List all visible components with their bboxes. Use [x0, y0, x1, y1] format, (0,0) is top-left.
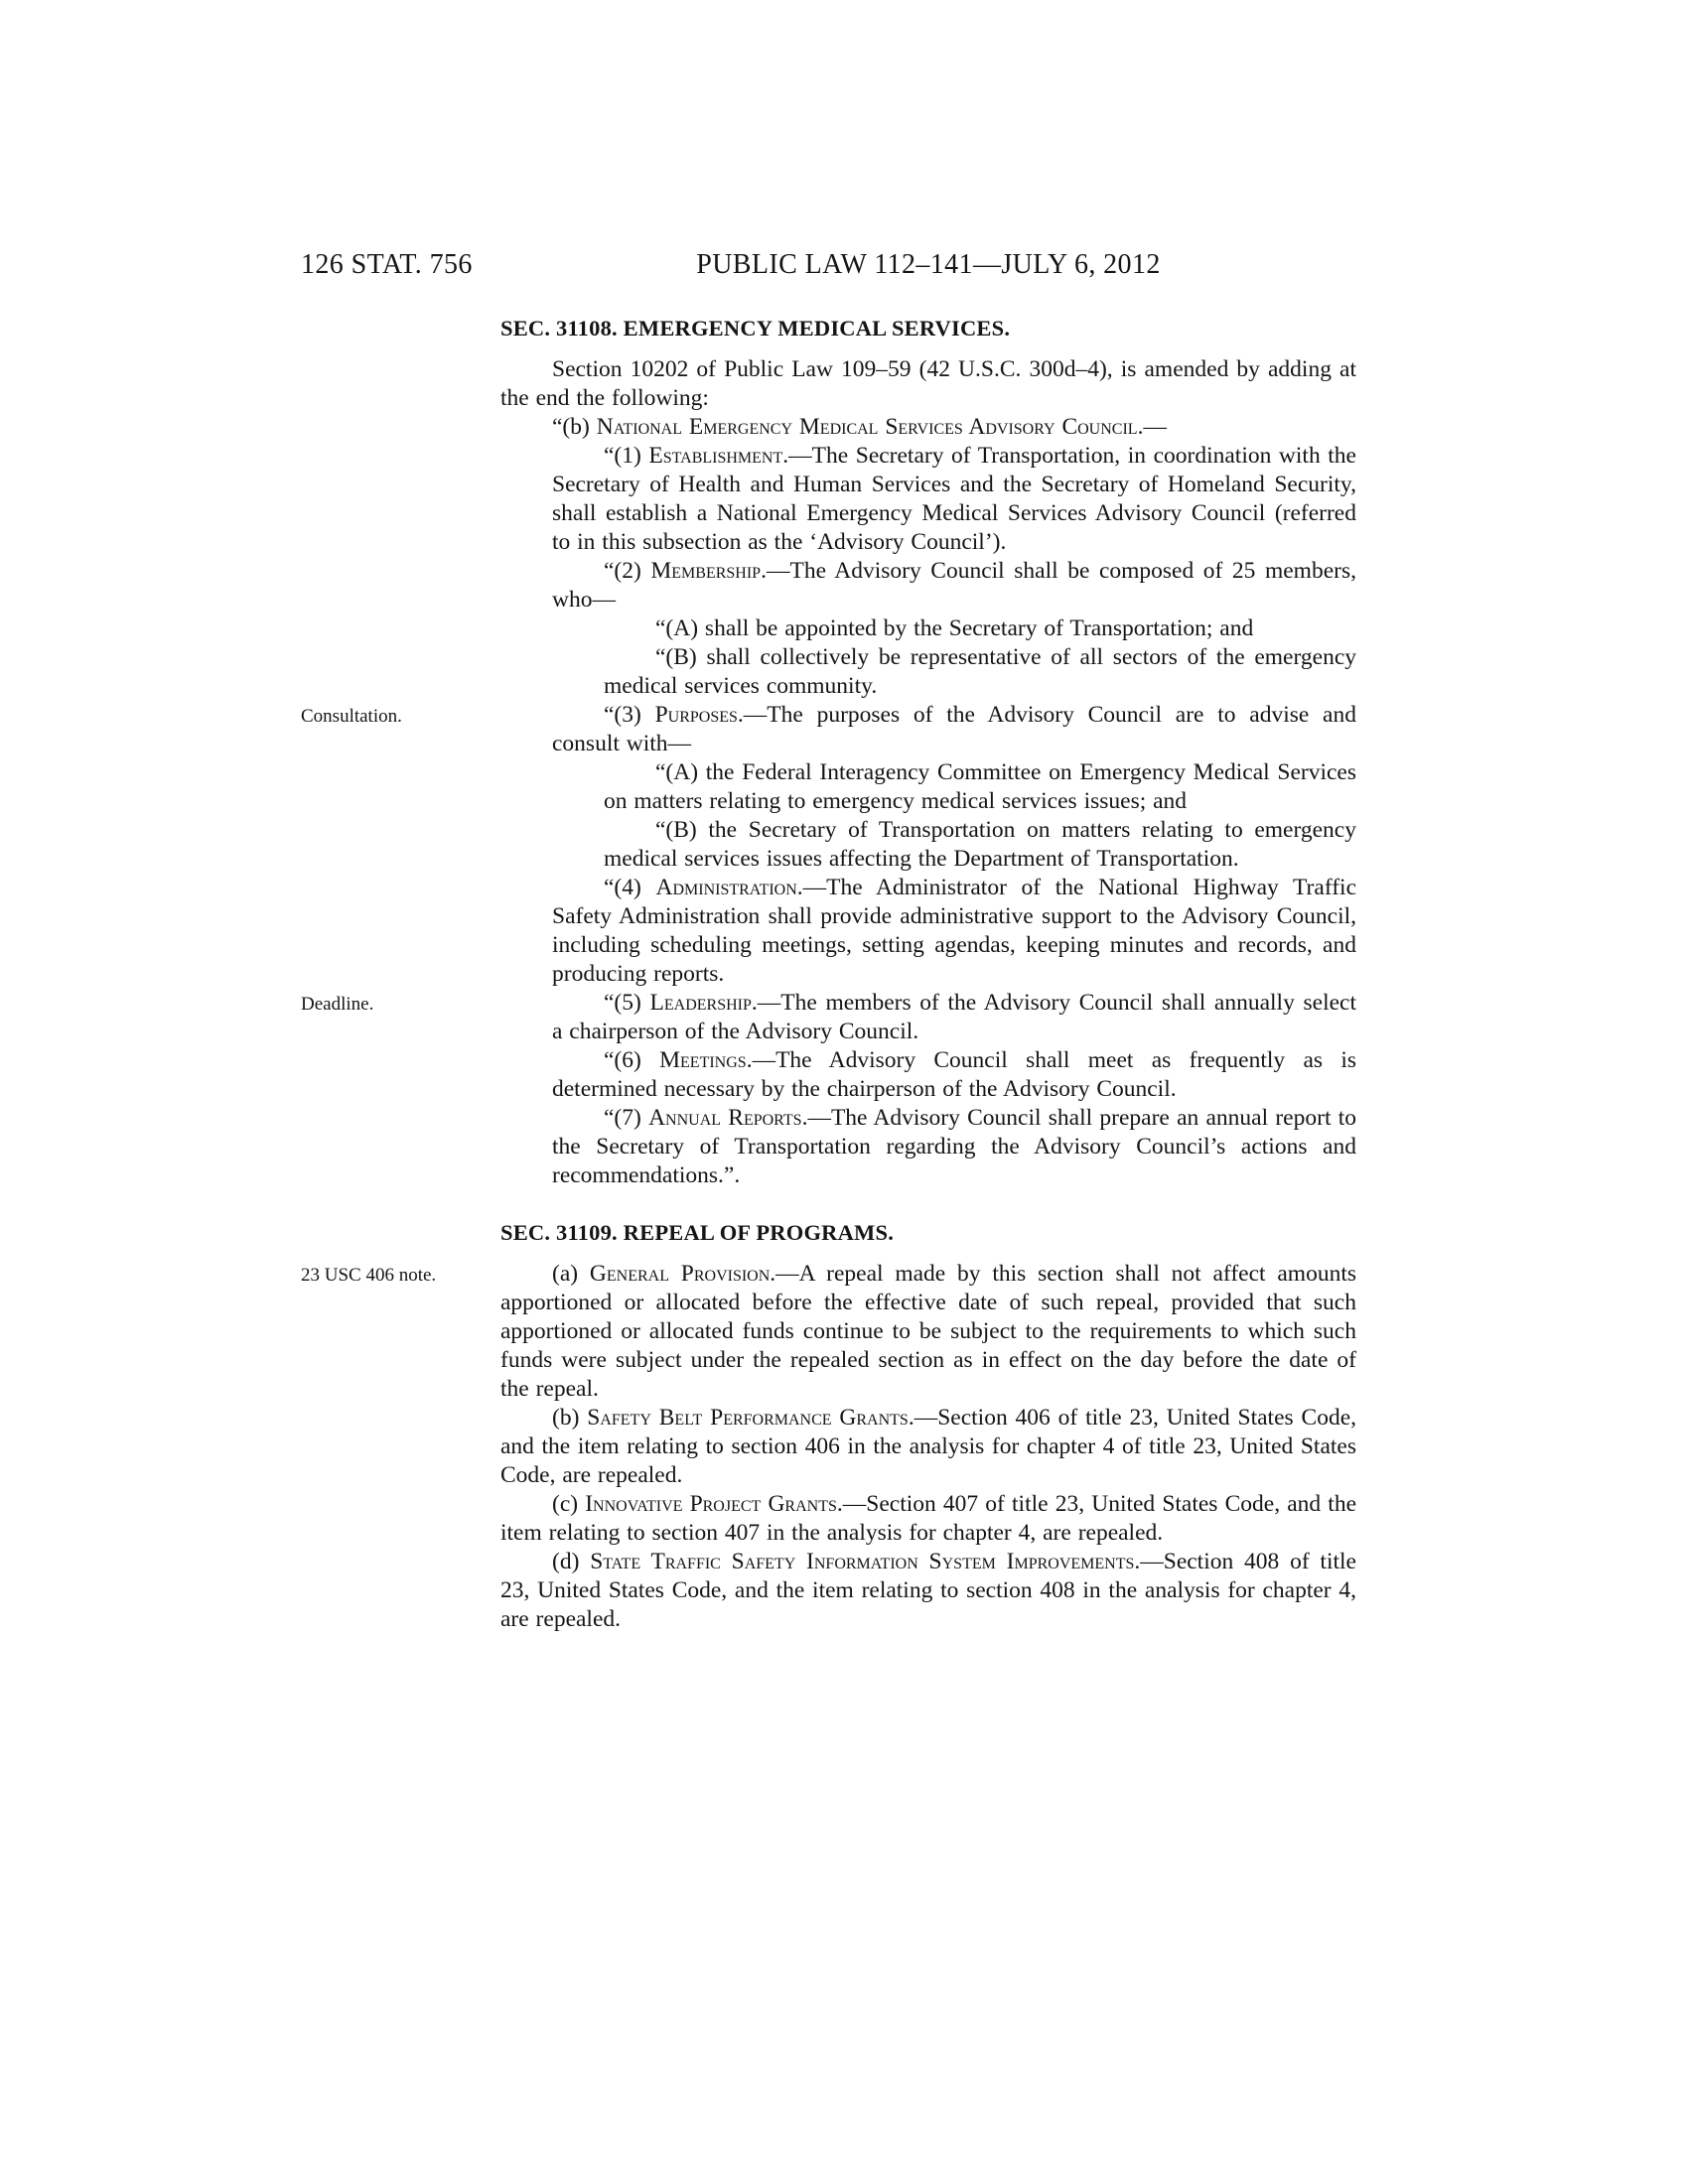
margin-note: Deadline.	[301, 994, 374, 1015]
text-segment: “(b)	[552, 414, 597, 440]
text-segment: (d)	[552, 1549, 591, 1574]
statute-paragraph	[500, 1490, 1356, 1548]
text-segment: “(3)	[604, 702, 655, 728]
text-segment: .—Section 408 of title 23, United States Code, and the item relating to section 408 in the analysis for chapter 4, are repealed.	[500, 1549, 1356, 1632]
section-body	[301, 355, 1356, 1190]
statute-paragraph	[301, 701, 1356, 758]
section-31109	[301, 1220, 1357, 1634]
text-segment: “(5)	[604, 990, 650, 1016]
law-title: PUBLIC LAW 112–141—JULY 6, 2012	[696, 249, 1161, 280]
stat-page-number: 126 STAT. 756	[301, 249, 473, 280]
text-segment: .—The members of the Advisory Council shall annually select a chairperson of the Advisory Council.	[552, 990, 1356, 1044]
text-segment: “(B) shall collectively be representative of all sectors of the emergency medical services community.	[604, 644, 1356, 699]
smallcaps-term: Membership	[650, 558, 762, 584]
text-segment: .—The Secretary of Transportation, in coordination with the Secretary of Health and Human Services and the Secretary of Homeland Security, shall establish a National Emergency Medical Services Advisory Council (referred to in this subsection as the ‘Advisory Council’).	[552, 443, 1356, 555]
text-segment: “(A) shall be appointed by the Secretary of Transportation; and	[655, 615, 1254, 641]
statute-paragraph	[500, 1104, 1356, 1190]
text-segment: (b)	[552, 1405, 588, 1431]
text-segment: (c)	[552, 1491, 586, 1517]
statute-paragraph	[500, 643, 1356, 701]
text-block	[301, 316, 1357, 1634]
statute-paragraph	[500, 614, 1356, 643]
statute-paragraph	[500, 355, 1356, 413]
text-segment: .—Section 407 of title 23, United States Code, and the item relating to section 407 in the analysis for chapter 4, are repealed.	[500, 1491, 1357, 1546]
statute-paragraph	[500, 874, 1356, 989]
statute-paragraph	[500, 816, 1356, 874]
section-heading: SEC. 31108. EMERGENCY MEDICAL SERVICES.	[500, 316, 1011, 341]
text-segment: “(2)	[604, 558, 651, 584]
statute-paragraph	[301, 989, 1356, 1046]
statute-paragraph	[500, 557, 1356, 614]
statute-paragraph	[500, 1548, 1356, 1634]
text-segment: (a)	[552, 1261, 590, 1287]
smallcaps-term: State Traffic Safety Information System Improvements	[590, 1549, 1135, 1574]
text-segment: Section 10202 of Public Law 109–59 (42 U.S.C. 300d–4), is amended by adding at the end the following:	[500, 356, 1356, 411]
statute-paragraph	[500, 413, 1356, 442]
text-segment: .—A repeal made by this section shall not affect amounts apportioned or allocated before the effective date of such repeal, provided that such apportioned or allocated funds continue to be subject to the requirements to which such funds were subject under the repealed section as in effect on the day before the date of the repeal.	[500, 1261, 1356, 1402]
section-heading: SEC. 31109. REPEAL OF PROGRAMS.	[500, 1220, 895, 1245]
margin-note: 23 USC 406 note.	[301, 1265, 437, 1286]
smallcaps-term: Leadership	[649, 990, 752, 1016]
smallcaps-term: Annual Reports	[648, 1105, 802, 1131]
statute-paragraph	[500, 442, 1356, 557]
text-segment: .—The Advisory Council shall meet as frequently as is determined necessary by the chairperson of the Advisory Council.	[552, 1047, 1356, 1102]
text-segment: .—The Advisory Council shall prepare an annual report to the Secretary of Transportation regarding the Advisory Council’s actions and recommendations.”.	[552, 1105, 1356, 1188]
text-segment: “(1)	[604, 443, 649, 469]
smallcaps-term: Administration	[655, 875, 797, 900]
text-segment: .—The Advisory Council shall be composed of 25 members, who—	[552, 558, 1356, 613]
text-segment: “(4)	[604, 875, 656, 900]
smallcaps-term: Establishment	[648, 443, 783, 469]
smallcaps-term: Purposes	[654, 702, 738, 728]
section-body	[301, 1260, 1357, 1634]
margin-note: Consultation.	[301, 706, 402, 727]
text-segment: .—	[1137, 414, 1167, 440]
text-segment: “(A) the Federal Interagency Committee on Emergency Medical Services on matters relating to emergency medical services issues; and	[604, 759, 1356, 814]
section-31108	[301, 316, 1356, 1190]
text-segment: “(6)	[604, 1047, 660, 1073]
text-segment: .—Section 406 of title 23, United States Code, and the item relating to section 406 in the analysis for chapter 4 of title 23, United States Code, are repealed.	[500, 1405, 1356, 1488]
smallcaps-term: Meetings	[659, 1047, 747, 1073]
statute-paragraph	[500, 758, 1356, 816]
smallcaps-term: Innovative Project Grants	[585, 1491, 837, 1517]
smallcaps-term: Safety Belt Performance Grants	[587, 1405, 909, 1431]
text-segment: .—The purposes of the Advisory Council are to advise and consult with—	[552, 702, 1356, 756]
statute-paragraph	[301, 1260, 1356, 1404]
text-segment: .—The Administrator of the National Highway Traffic Safety Administration shall provide administrative support to the Advisory Council, including scheduling meetings, setting agendas, keeping minutes and records, and producing reports.	[552, 875, 1356, 987]
smallcaps-term: General Provision	[589, 1261, 771, 1287]
text-segment: “(7)	[604, 1105, 649, 1131]
statute-paragraph	[500, 1404, 1356, 1490]
smallcaps-term: National Emergency Medical Services Advisory Council	[596, 414, 1138, 440]
statute-paragraph	[500, 1046, 1356, 1104]
text-segment: “(B) the Secretary of Transportation on matters relating to emergency medical services issues affecting the Department of Transportation.	[604, 817, 1356, 872]
